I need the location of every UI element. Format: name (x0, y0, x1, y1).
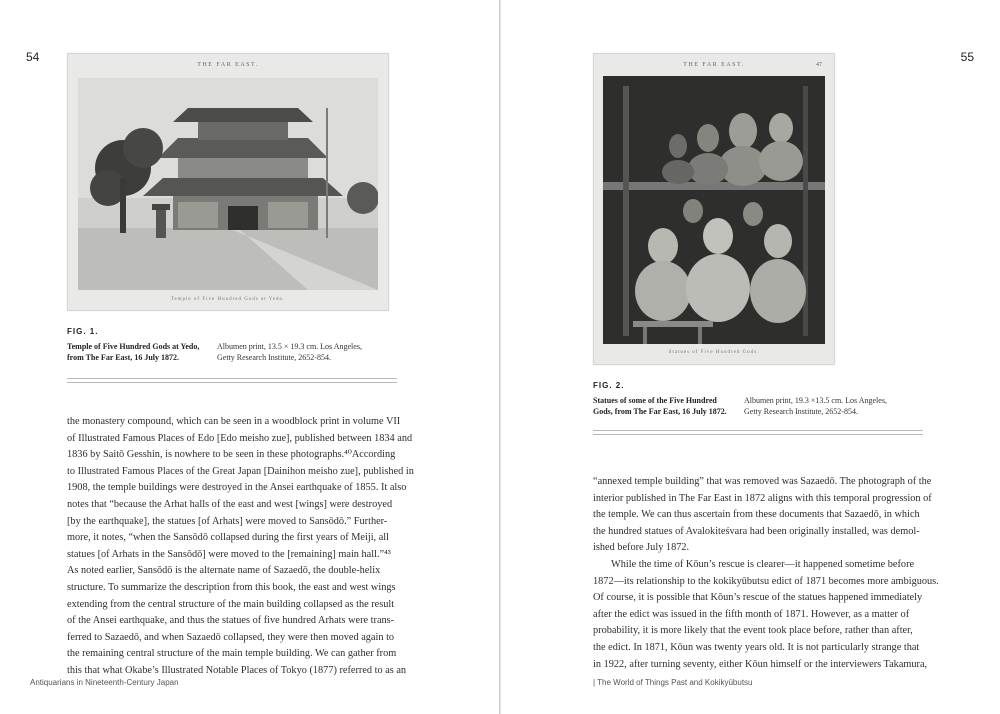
text-line: Of course, it is possible that Kōun’s rescue of the statues happened immediately (593, 592, 923, 604)
plate-statues-photo (593, 53, 835, 365)
figure-rule (593, 430, 923, 435)
text-line: 1872—its relationship to the kokikyūbutsu edict of 1871 becomes more ambiguous. (593, 575, 939, 587)
text-line: the remaining central structure of the main temple building. We can gather from (67, 648, 397, 660)
text-line: of Illustrated Famous Places of Edo [Edo meisho zue], published between 1834 and (67, 432, 413, 444)
text-line: interior published in The Far East in 1872 aligns with this temporal progression of (593, 492, 932, 504)
text-line: the monastery compound, which can be seen in a woodblock print in volume VII (67, 416, 401, 427)
text-line: [by the earthquake], the statues [of Arhats] were moved to Sansōdō.” Further- (67, 515, 388, 527)
page-number: 54 (26, 50, 40, 64)
running-footer: | The World of Things Past and Kokikyūbutsu (593, 678, 753, 687)
page-number: 55 (960, 50, 974, 64)
running-footer: Antiquarians in Nineteenth-Century Japan (30, 678, 179, 687)
left-page (0, 0, 499, 714)
figure-title-line: Gods, from The Far East, 16 July 1872. (593, 407, 727, 416)
text-line: extending from the central structure of the main building collapsed as the result (67, 598, 395, 610)
figure-title-line: Temple of Five Hundred Gods at Yedo, (67, 342, 200, 351)
text-line: 1908, the temple buildings were destroyed in the Ansei earthquake of 1855. It also (67, 482, 407, 494)
text-line: the edict. In 1871, Kōun was twenty years old. It is not particularly strange that (593, 641, 920, 653)
right-page (501, 0, 1000, 714)
plate-caption: Statues of Five Hundred Gods. (668, 350, 760, 355)
body-text (67, 414, 472, 680)
text-line: more, it notes, “when the Sansōdō collapsed during the first years of Meiji, all (67, 532, 389, 544)
figure-meta-line: Albumen print, 13.5 × 19.3 cm. Los Angeles, (217, 342, 362, 351)
statues-photograph (603, 76, 825, 344)
text-line: ished before July 1872. (593, 542, 690, 554)
text-line: structure. To summarize the description from this book, the east and west wings (67, 581, 396, 593)
text-line: the temple. We can thus ascertain from these documents that Sazaedō, in which (593, 509, 920, 521)
text-line: “annexed temple building” that was removed was Sazaedō. The photograph of the (593, 476, 932, 487)
text-line: of the Ansei earthquake, and thus the statues of five hundred Arhats were trans- (67, 615, 395, 627)
figure-title (67, 341, 217, 363)
text-line: 1836 by Saitō Gesshin, is nowhere to be seen in these photographs.⁴⁰According (67, 449, 396, 461)
figure-title-line: from The Far East, 16 July 1872. (67, 353, 180, 362)
figure-label: FIG. 2. (593, 381, 625, 390)
text-line: ferred to Sazaedō, and when Sazaedō collapsed, they were then moved again to (67, 631, 395, 643)
text-line: this that what Okabe’s Illustrated Notable Places of Tokyo (1877) referred to as an (67, 664, 407, 676)
plate-header: THE FAR EAST. (683, 62, 745, 68)
temple-photograph (78, 78, 378, 290)
text-line: notes that “because the Arhat halls of the east and west [wings] were destroyed (67, 498, 393, 510)
text-line: after the edict was issued in the fifth month of 1871. However, as a matter of (593, 608, 910, 620)
text-line: the hundred statues of Avalokiteśvara had been originally installed, was demol- (593, 525, 920, 537)
text-line: probability, it is more likely that the event took place before, rather than after, (593, 625, 913, 637)
text-line: in 1922, after turning seventy, either Kōun himself or the interviewers Takamura, (593, 658, 928, 670)
figure-meta-line: Getty Research Institute, 2652-854. (744, 407, 858, 416)
plate-temple-photo (67, 53, 389, 311)
text-line: While the time of Kōun’s rescue is clearer—it happened sometime before (611, 558, 915, 570)
text-line: As noted earlier, Sansōdō is the alternate name of Sazaedō, the double-helix (67, 565, 381, 577)
figure-title (593, 395, 743, 417)
text-line: to Illustrated Famous Places of the Great Japan [Dainihon meisho zue], published in (67, 465, 414, 477)
figure-rule (67, 378, 397, 383)
figure-title-line: Statues of some of the Five Hundred (593, 396, 717, 405)
figure-meta (744, 395, 924, 417)
text-line: statues [of Arhats in the Sansōdō] were moved to the [remaining] main hall.”⁴³ (67, 548, 391, 560)
body-text (593, 474, 993, 673)
plate-page-number: 47 (816, 62, 822, 68)
plate-caption: Temple of Five Hundred Gods at Yedo. (170, 297, 286, 302)
figure-label: FIG. 1. (67, 327, 99, 336)
figure-meta-line: Albumen print, 19.3 ×13.5 cm. Los Angeles, (744, 396, 887, 405)
figure-meta (217, 341, 397, 363)
figure-meta-line: Getty Research Institute, 2652-854. (217, 353, 331, 362)
plate-header: THE FAR EAST. (197, 62, 259, 68)
